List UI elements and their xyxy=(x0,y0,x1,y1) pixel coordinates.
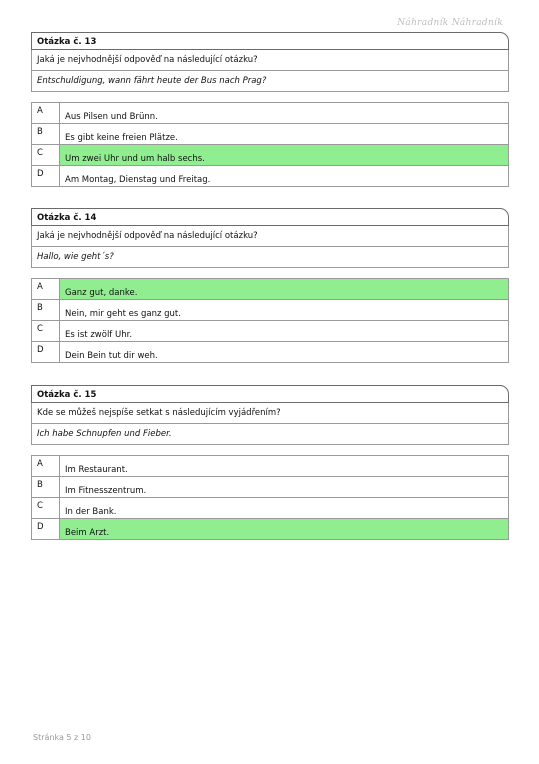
watermark: Náhradník Náhradník xyxy=(397,18,503,28)
answer-text: Es ist zwölf Uhr. xyxy=(65,330,133,340)
answer-letter: B xyxy=(32,300,60,320)
answer-text: Ganz gut, danke. xyxy=(60,279,508,299)
question-15 xyxy=(31,385,509,540)
answer-letter: C xyxy=(32,145,60,165)
page-number: Stránka 5 z 10 xyxy=(33,733,91,742)
answer-letter: B xyxy=(32,124,60,144)
question-text: Ich habe Schnupfen und Fieber. xyxy=(31,424,509,445)
answer-option-a[interactable] xyxy=(32,103,508,124)
answer-list xyxy=(31,102,509,187)
question-prompt: Kde se můžeš nejspíše setkat s následujícím vyjádřením? xyxy=(31,403,509,424)
answer-letter: A xyxy=(32,279,60,299)
answer-letter: D xyxy=(32,519,60,539)
answer-option-d[interactable] xyxy=(32,519,508,540)
answer-text: Beim Arzt. xyxy=(60,519,508,539)
answer-text: Um zwei Uhr und um halb sechs. xyxy=(60,145,508,165)
answer-list xyxy=(31,455,509,540)
answer-option-a[interactable] xyxy=(32,279,508,300)
answer-option-a[interactable] xyxy=(32,456,508,477)
question-title: Otázka č. 13 xyxy=(31,32,509,50)
answer-text: Es gibt keine freien Plätze. xyxy=(65,133,178,143)
answer-text: Im Fitnesszentrum. xyxy=(65,486,147,496)
question-title: Otázka č. 14 xyxy=(31,208,509,226)
answer-text: Aus Pilsen und Brünn. xyxy=(65,112,158,122)
question-prompt: Jaká je nejvhodnější odpověď na následující otázku? xyxy=(31,226,509,247)
answer-letter: D xyxy=(32,166,60,186)
question-title: Otázka č. 15 xyxy=(31,385,509,403)
question-text: Hallo, wie geht´s? xyxy=(31,247,509,268)
question-13 xyxy=(31,32,509,187)
answer-text: Im Restaurant. xyxy=(65,465,128,475)
answer-option-c[interactable] xyxy=(32,498,508,519)
answer-option-d[interactable] xyxy=(32,166,508,187)
answer-text: In der Bank. xyxy=(65,507,117,517)
question-text: Entschuldigung, wann fährt heute der Bus nach Prag? xyxy=(31,71,509,92)
answer-list xyxy=(31,278,509,363)
answer-letter: A xyxy=(32,103,60,123)
answer-text: Am Montag, Dienstag und Freitag. xyxy=(65,175,211,185)
answer-option-b[interactable] xyxy=(32,300,508,321)
answer-text: Nein, mir geht es ganz gut. xyxy=(65,309,181,319)
answer-option-d[interactable] xyxy=(32,342,508,363)
answer-letter: D xyxy=(32,342,60,362)
answer-letter: A xyxy=(32,456,60,476)
answer-option-b[interactable] xyxy=(32,477,508,498)
answer-option-c[interactable] xyxy=(32,321,508,342)
answer-option-b[interactable] xyxy=(32,124,508,145)
question-14 xyxy=(31,208,509,363)
answer-letter: B xyxy=(32,477,60,497)
answer-letter: C xyxy=(32,321,60,341)
question-prompt: Jaká je nejvhodnější odpověď na následující otázku? xyxy=(31,50,509,71)
answer-letter: C xyxy=(32,498,60,518)
answer-option-c[interactable] xyxy=(32,145,508,166)
answer-text: Dein Bein tut dir weh. xyxy=(65,351,158,361)
